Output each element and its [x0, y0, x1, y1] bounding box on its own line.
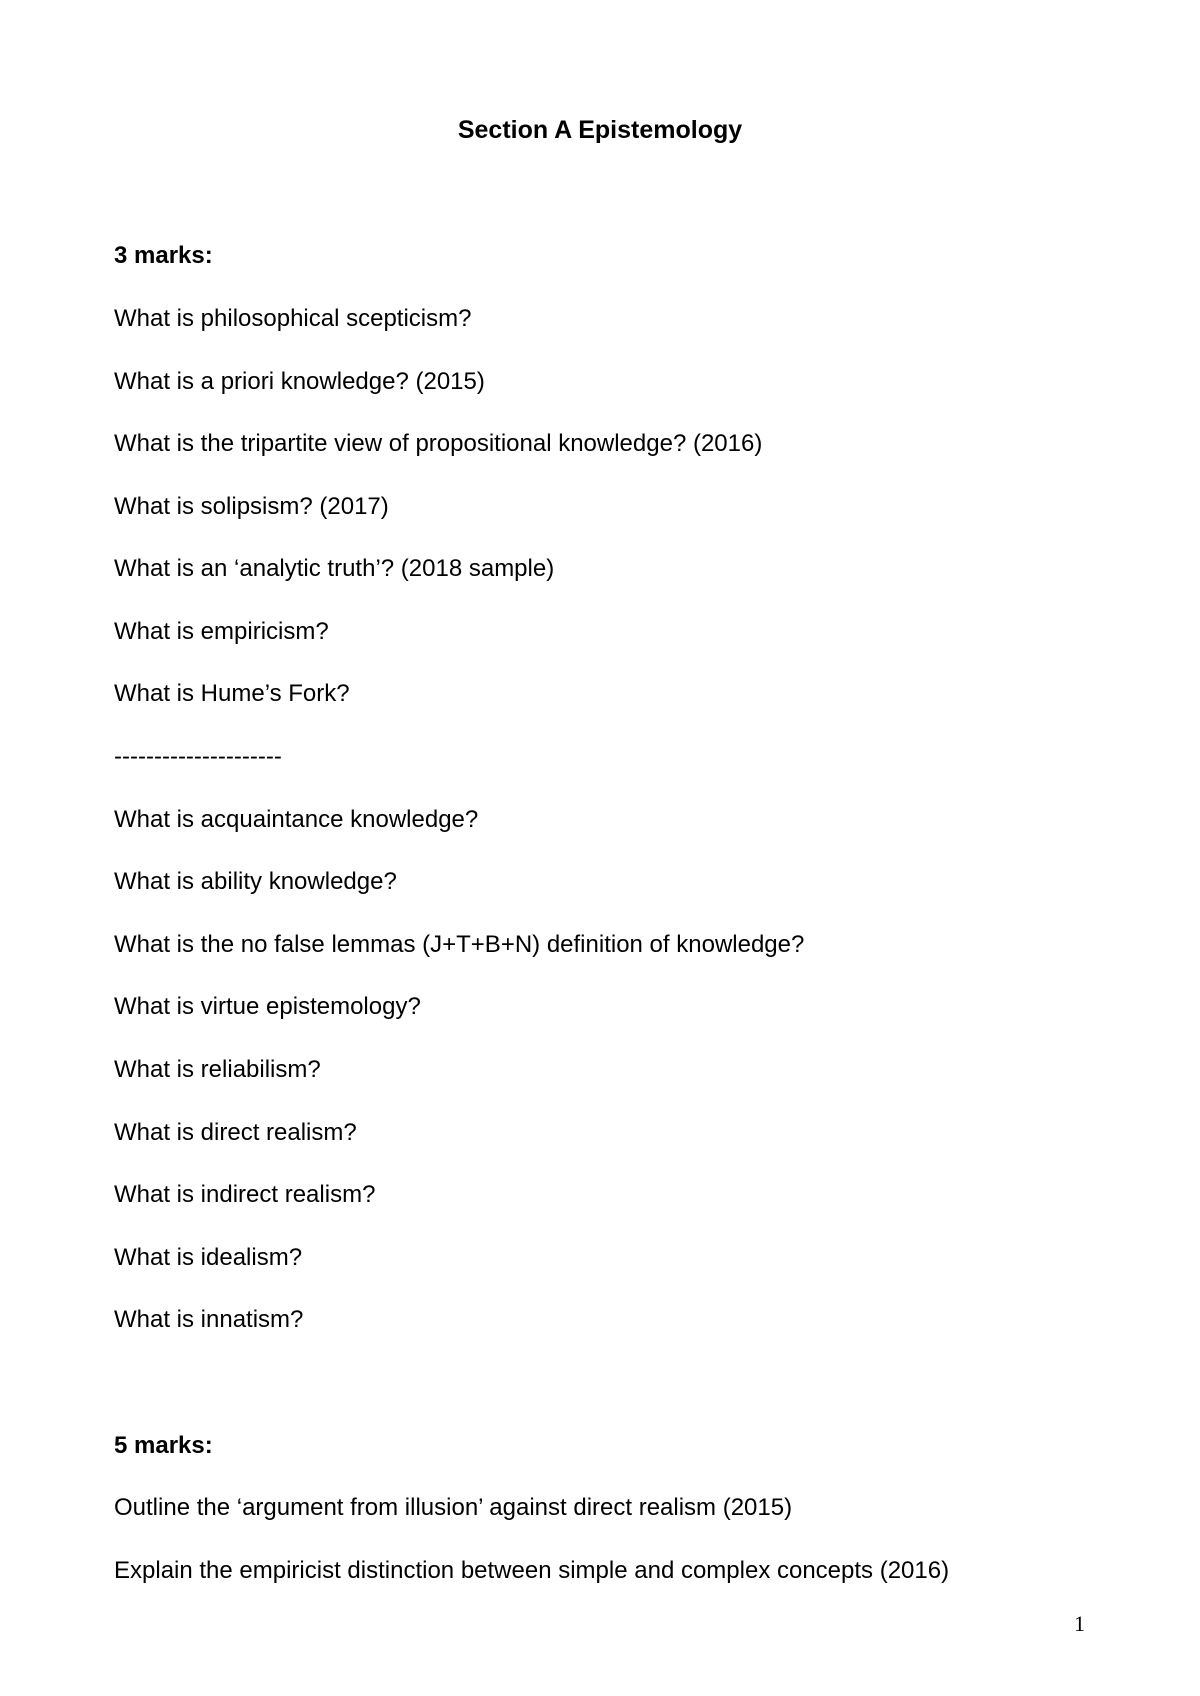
- question-item: What is a priori knowledge? (2015): [114, 368, 485, 395]
- question-item: What is virtue epistemology?: [114, 993, 421, 1020]
- separator-line: ---------------------: [114, 743, 282, 770]
- question-item: What is Hume’s Fork?: [114, 680, 350, 707]
- page-title: Section A Epistemology: [457, 116, 743, 144]
- section-heading-3-marks: 3 marks:: [114, 242, 213, 269]
- section-heading-5-marks: 5 marks:: [114, 1432, 213, 1459]
- page-number: 1: [1074, 1611, 1085, 1636]
- question-item: What is acquaintance knowledge?: [114, 806, 479, 833]
- question-item: What is idealism?: [114, 1244, 303, 1271]
- question-item: Explain the empiricist distinction between simple and complex concepts (2016): [114, 1557, 950, 1584]
- question-item: What is innatism?: [114, 1306, 304, 1333]
- question-item: What is an ‘analytic truth’? (2018 sample): [114, 555, 555, 582]
- question-item: What is solipsism? (2017): [114, 493, 389, 520]
- question-item: What is empiricism?: [114, 618, 329, 645]
- question-item: What is philosophical scepticism?: [114, 305, 472, 332]
- question-item: Outline the ‘argument from illusion’ against direct realism (2015): [114, 1494, 793, 1521]
- question-item: What is indirect realism?: [114, 1181, 376, 1208]
- question-item: What is direct realism?: [114, 1119, 357, 1146]
- question-item: What is the tripartite view of propositional knowledge? (2016): [114, 430, 763, 457]
- question-item: What is the no false lemmas (J+T+B+N) definition of knowledge?: [114, 931, 805, 958]
- question-item: What is ability knowledge?: [114, 868, 397, 895]
- question-item: What is reliabilism?: [114, 1056, 321, 1083]
